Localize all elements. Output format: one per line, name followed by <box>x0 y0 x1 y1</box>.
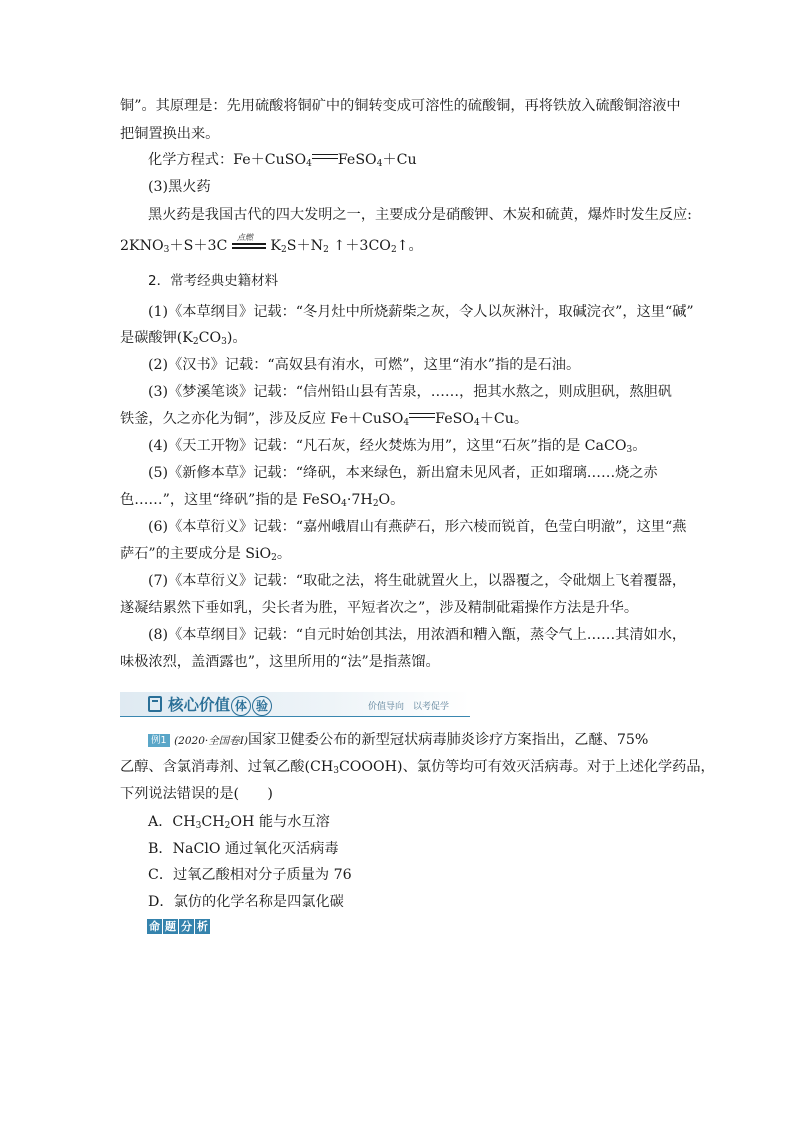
item-5-line-2: 色……”，这里“绛矾”指的是 $FeSO_4\cdot 7H_2O$。 <box>120 492 405 509</box>
equals-sign-icon <box>409 411 435 421</box>
question-source: (2020·全国卷Ⅰ) <box>174 735 248 747</box>
item-6-line-2: 萨石”的主要成分是 SiO$_2$。 <box>120 546 292 563</box>
example-tag: 例1 <box>148 734 170 747</box>
option-b: B．NaClO 通过氧化灭活病毒 <box>148 841 339 857</box>
item-7-line-1: (7)《本草衍义》记载：“取砒之法，将生砒就置火上，以器覆之，令砒烟上飞着覆器， <box>148 573 687 589</box>
item-5-line-1: (5)《新修本草》记载：“绛矾，本来绿色，新出窟未见风者，正如瑠璃……烧之赤 <box>148 465 658 481</box>
analysis-char-3: 分 <box>181 920 192 933</box>
option-d: D．氯仿的化学名称是四氯化碳 <box>148 894 344 910</box>
item-8-line-1: (8)《本草纲目》记载：“自元时始创其法，用浓酒和糟入甑，蒸令气上……其清如水， <box>148 627 687 643</box>
core-value-banner <box>120 692 470 717</box>
equals-sign-icon <box>312 152 338 162</box>
option-c: C．过氧乙酸相对分子质量为 76 <box>148 867 352 883</box>
gunpowder-description: 黑火药是我国古代的四大发明之一，主要成分是硝酸钾、木炭和硫黄，爆炸时发生反应: <box>148 207 692 223</box>
book-icon <box>148 696 162 712</box>
intro-line-2: 把铜置换出来。 <box>120 126 220 142</box>
analysis-char-4: 析 <box>197 920 208 933</box>
intro-line-1: 铜”。其原理是：先用硫酸将铜矿中的铜转变成可溶性的硫酸铜，再将铁放入硫酸铜溶液中 <box>120 98 681 114</box>
item-8-line-2: 味极浓烈，盖酒露也”，这里所用的“法”是指蒸馏。 <box>120 654 440 670</box>
item-1-line-2: 是碳酸钾$(K_2CO_3)$。 <box>120 330 247 347</box>
option-a: A．$CH_3CH_2OH$ 能与水互溶 <box>148 814 330 831</box>
gunpowder-heading: (3)黑火药 <box>148 179 211 195</box>
question-analysis-label <box>147 919 210 934</box>
analysis-char-2: 题 <box>165 920 176 933</box>
item-4: (4)《天工开物》记载：“凡石灰，经火焚炼为用”，这里“石灰”指的是 CaCO$_3$。 <box>148 438 647 455</box>
analysis-char-1: 命 <box>149 920 160 933</box>
example-question-line-2: 乙醇、含氯消毒剂、过氧乙酸$(CH_3COOOH)$、氯仿等均可有效灭活病毒。对于上述化学药品， <box>120 759 715 776</box>
item-3-line-1: (3)《梦溪笔谈》记载：“信州铅山县有苦泉，……，挹其水熬之，则成胆矾，熬胆矾 <box>148 384 672 400</box>
gunpowder-equation: $2KNO_3+S+3C$ 点燃 $K_2S+N_2$ $↑+3CO_2↑$。 <box>120 233 423 255</box>
example-question-line-3: 下列说法错误的是( ) <box>120 786 273 802</box>
copper-equation: 化学方程式：Fe＋CuSO$_4$ FeSO$_4$＋Cu <box>148 152 417 169</box>
section-2-heading: 2．常考经典史籍材料 <box>148 273 279 289</box>
item-6-line-1: (6)《本草衍义》记载：“嘉州峨眉山有燕萨石，形六棱而锐首，色莹白明澈”，这里“燕 <box>148 519 687 535</box>
item-3-line-2: 铁釜，久之亦化为铜”，涉及反应 Fe＋CuSO$_4$ FeSO$_4$＋Cu。 <box>120 411 529 428</box>
banner-title: 核心价值 体 验 <box>168 693 272 716</box>
item-1-line-1: (1)《本草纲目》记载：“冬月灶中所烧薪柴之灰，令人以灰淋汁，取碱浣衣”，这里“碱” <box>148 304 694 320</box>
banner-subtitle: 价值导向 以考促学 <box>368 702 450 712</box>
item-2: (2)《汉书》记载：“高奴县有洧水，可燃”，这里“洧水”指的是石油。 <box>148 357 581 373</box>
ignition-condition-icon: 点燃 <box>232 237 266 251</box>
example-question-line-1: 例1 (2020·全国卷Ⅰ)国家卫健委公布的新型冠状病毒肺炎诊疗方案指出，乙醚、75% <box>148 730 680 751</box>
item-7-line-2: 遂凝结累然下垂如乳，尖长者为胜，平短者次之”，涉及精制砒霜操作方法是升华。 <box>120 600 639 616</box>
